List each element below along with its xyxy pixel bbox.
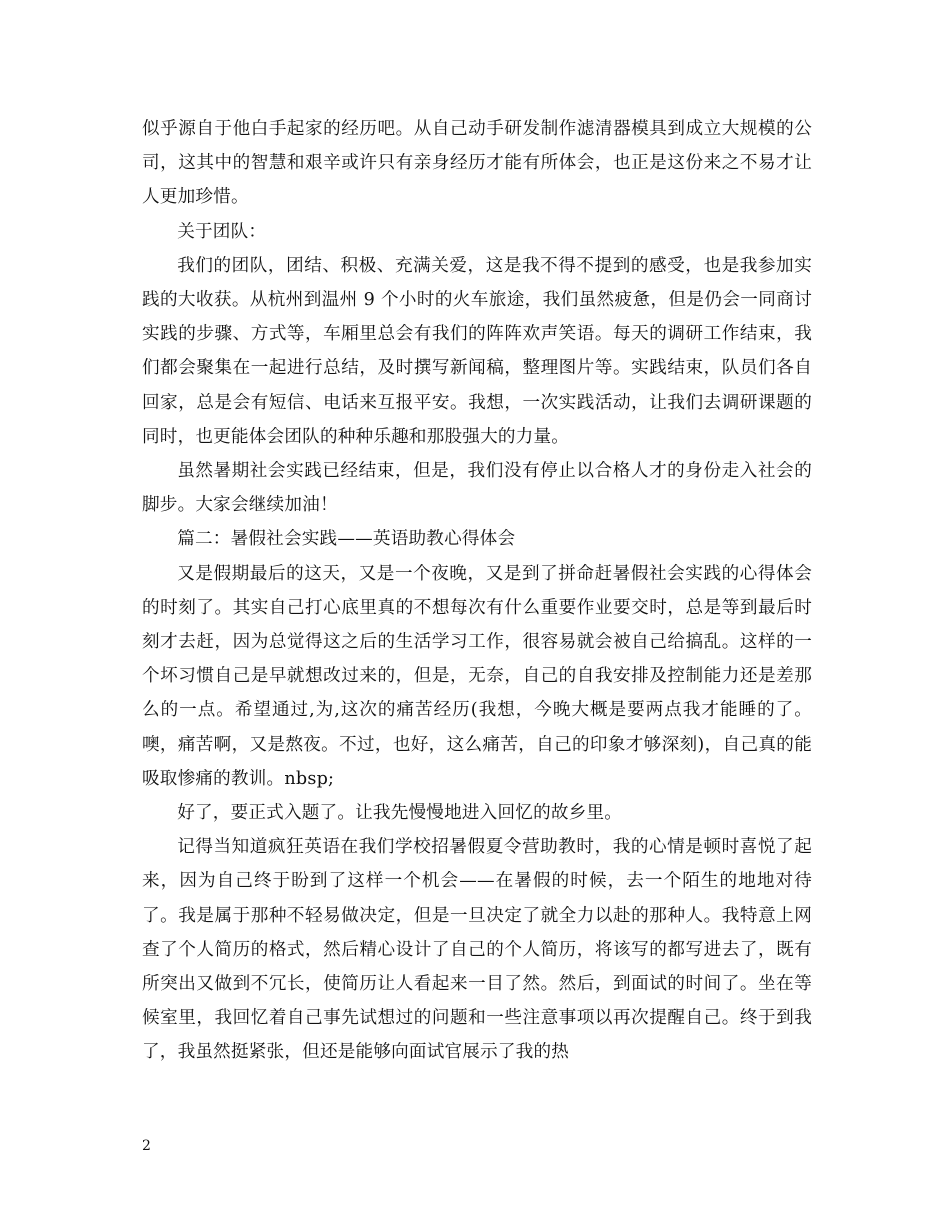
- paragraph-transition: 好了，要正式入题了。让我先慢慢地进入回忆的故乡里。: [177, 803, 623, 824]
- paragraph-team: 我们的团队，团结、积极、充满关爱，这是我不得不提到的感受，也是我参加实践的大收获。从杭州到温州 9 个小时的火车旅途，我们虽然疲惫，但是仍会一同商讨实践的步骤、方式等，车厢里总会有我们的阵阵欢声笑语。每天的调研工作结束，我们都会聚集在一起进行总结，及时撰写新闻稿，整理图片等。实践结束，队员们各自回家，总是会有短信、电话来互报平安。我想，一次实践活动，让我们去调研课题的同时，也更能体会团队的种种乐趣和那股强大的力量。: [142, 255, 812, 447]
- section-title: 篇二：暑假社会实践——英语助教心得体会: [177, 529, 516, 550]
- page-number: 2: [142, 1138, 151, 1154]
- paragraph-summary: 虽然暑期社会实践已经结束，但是，我们没有停止以合格人才的身份走入社会的脚步。大家会继续加油！: [142, 461, 812, 516]
- paragraph-memory: 记得当知道疯狂英语在我们学校招暑假夏令营助教时，我的心情是顿时喜悦了起来，因为自己终于盼到了这样一个机会——在暑假的时候，去一个陌生的地地对待了。我是属于那种不轻易做决定，但是一旦决定了就全力以赴的那种人。我特意上网查了个人简历的格式，然后精心设计了自己的个人简历，将该写的都写进去了，既有所突出又做到不冗长，使简历让人看起来一目了然。然后，到面试的时间了。坐在等候室里，我回忆着自己事先试想过的问题和一些注意事项以再次提醒自己。终于到我了，我虽然挺紧张，但还是能够向面试官展示了我的热: [142, 837, 812, 1063]
- document-body: [142, 112, 812, 1070]
- paragraph-team-heading: 关于团队：: [177, 221, 267, 242]
- paragraph-intro: 又是假期最后的这天，又是一个夜晚，又是到了拼命赶暑假社会实践的心得体会的时刻了。其实自己打心底里真的不想每次有什么重要作业要交时，总是等到最后时刻才去赶，因为总觉得这之后的生活学习工作，很容易就会被自己给搞乱。这样的一个坏习惯自己是早就想改过来的，但是，无奈，自己的自我安排及控制能力还是差那么的一点。希望通过,为,这次的痛苦经历(我想，今晚大概是要两点我才能睡的了。噢，痛苦啊，又是熬夜。不过，也好，这么痛苦，自己的印象才够深刻)，自己真的能吸取惨痛的教训。nbsp;: [142, 563, 812, 789]
- paragraph-continued: 似乎源自于他白手起家的经历吧。从自己动手研发制作滤清器模具到成立大规模的公司，这其中的智慧和艰辛或许只有亲身经历才能有所体会，也正是这份来之不易才让人更加珍惜。: [142, 119, 812, 208]
